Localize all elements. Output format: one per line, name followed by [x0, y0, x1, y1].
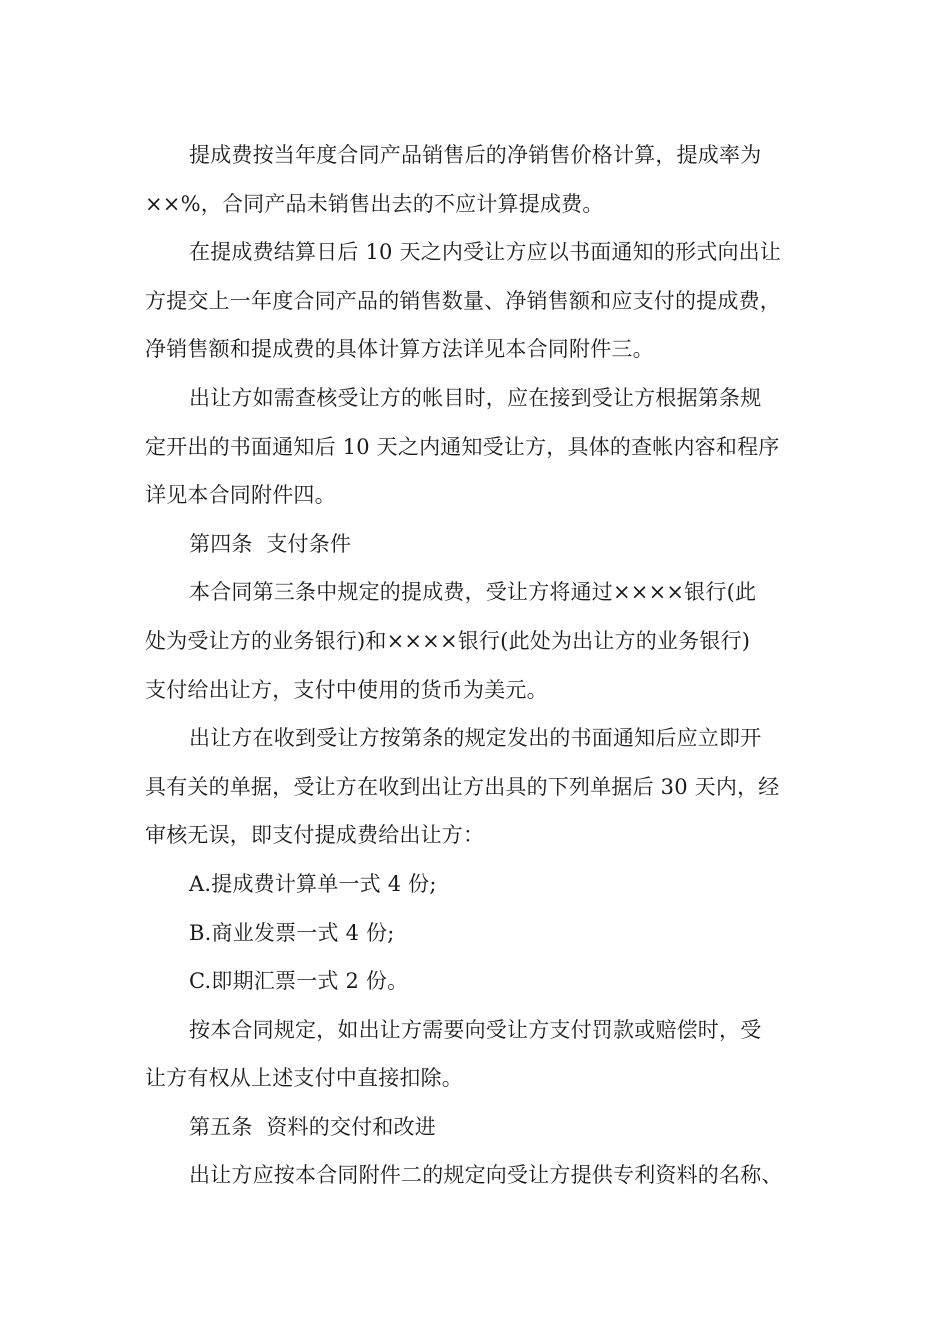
paragraph-payment-documents: [145, 714, 835, 860]
text-line: 方提交上一年度合同产品的销售数量、净销售额和应支付的提成费，: [145, 288, 781, 313]
paragraph-penalty-deduction: [145, 1006, 835, 1103]
paragraph-account-audit: [145, 374, 835, 520]
text-line: ××%，合同产品未销售出去的不应计算提成费。: [145, 191, 604, 216]
list-item-b: [145, 909, 835, 958]
text-line: B.商业发票一式 4 份;: [189, 920, 395, 945]
list-item-a: [145, 860, 835, 909]
text-line: 本合同第三条中规定的提成费，受让方将通过××××银行(此: [189, 580, 757, 605]
text-line: 在提成费结算日后 10 天之内受让方应以书面通知的形式向出让: [189, 240, 782, 265]
paragraph-settlement-notice: [145, 228, 835, 374]
paragraph-royalty-rate: [145, 131, 835, 228]
article-heading-4: [145, 520, 835, 569]
text-line: C.即期汇票一式 2 份。: [189, 969, 409, 994]
text-line: 按本合同规定，如出让方需要向受让方支付罚款或赔偿时，受: [189, 1017, 762, 1042]
text-line: 处为受让方的业务银行)和××××银行(此处为出让方的业务银行): [145, 628, 751, 653]
text-line: 提成费按当年度合同产品销售后的净销售价格计算，提成率为: [189, 143, 762, 167]
paragraph-materials-delivery: [145, 1151, 835, 1200]
text-line: 出让方在收到受让方按第条的规定发出的书面通知后应立即开: [189, 726, 762, 751]
text-line: A.提成费计算单一式 4 份;: [189, 871, 437, 896]
list-item-c: [145, 957, 835, 1006]
document-body: [145, 131, 835, 1200]
text-line: 出让方如需查核受让方的帐目时，应在接到受让方根据第条规: [189, 385, 762, 410]
text-line: 出让方应按本合同附件二的规定向受让方提供专利资料的名称、: [189, 1163, 783, 1188]
text-line: 让方有权从上述支付中直接扣除。: [145, 1066, 463, 1091]
text-line: 定开出的书面通知后 10 天之内通知受让方，具体的查帐内容和程序: [145, 434, 780, 459]
text-line: 第五条 资料的交付和改进: [189, 1114, 436, 1139]
text-line: 具有关的单据，受让方在收到出让方出具的下列单据后 30 天内，经: [145, 774, 780, 799]
paragraph-payment-banks: [145, 568, 835, 714]
text-line: 第四条 支付条件: [189, 531, 352, 556]
text-line: 审核无误，即支付提成费给出让方：: [145, 823, 485, 848]
text-line: 净销售额和提成费的具体计算方法详见本合同附件三。: [145, 337, 654, 362]
article-heading-5: [145, 1103, 835, 1152]
text-line: 详见本合同附件四。: [145, 483, 336, 508]
text-line: 支付给出让方，支付中使用的货币为美元。: [145, 677, 548, 702]
